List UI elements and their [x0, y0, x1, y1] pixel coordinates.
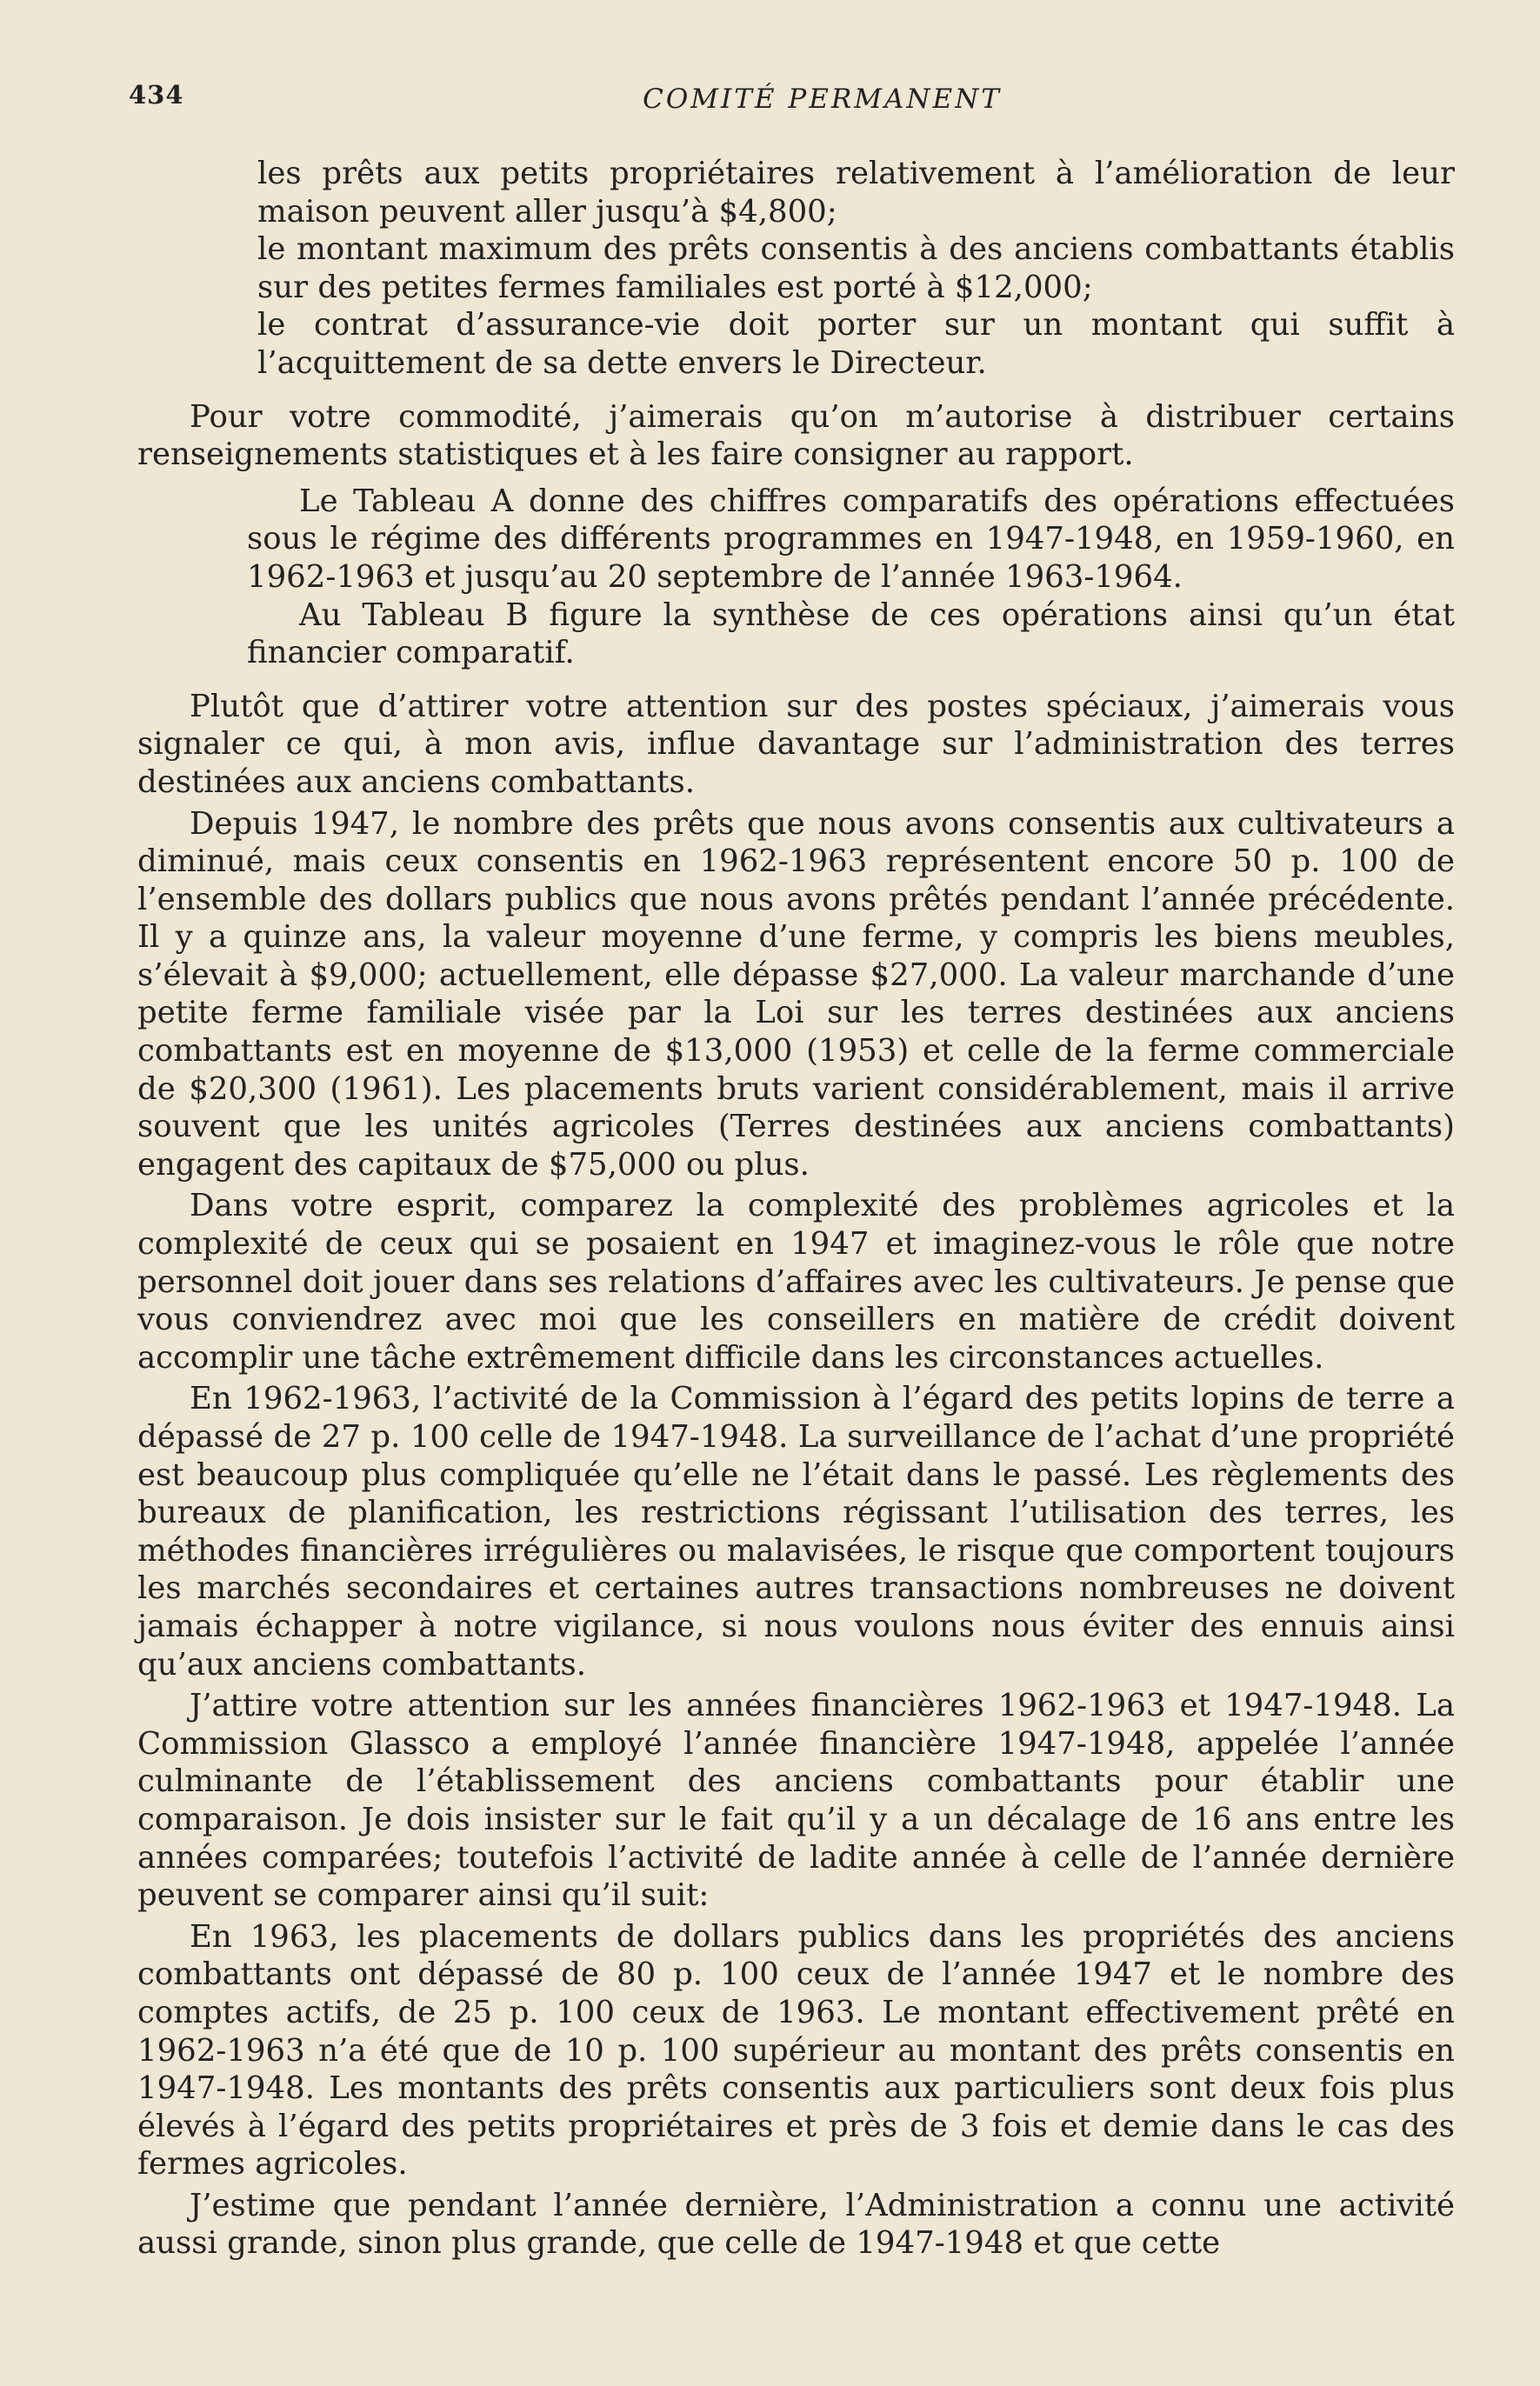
body-text: [137, 155, 1455, 2263]
list-item: le contrat d’assurance-vie doit porter sur un montant qui suffit à l’acquittement de sa dette envers le Directeur.: [257, 307, 1455, 381]
paragraph: Dans votre esprit, comparez la complexité des problèmes agricoles et la complexité de ceux qui se posaient en 1947 et imaginez-vous le rôle que notre personnel doit jouer dans ses relations d’affaires avec les cultivateurs. Je pense que vous conviendrez avec moi que les conseillers en matière de crédit doivent accomplir une tâche extrêmement difficile dans les circonstances actuelles.: [137, 1188, 1455, 1376]
paragraph: Au Tableau B figure la synthèse de ces opérations ainsi qu’un état financier comparatif.: [247, 596, 1455, 671]
list-item: les prêts aux petits propriétaires relativement à l’amélioration de leur maison peuvent aller jusqu’à $4,800;: [257, 156, 1455, 230]
paragraph: J’attire votre attention sur les années financières 1962-1963 et 1947-1948. La Commission Glassco a employé l’année financière 1947-1948, appelée l’année culminante de l’établissement des anciens combattants pour établir une comparaison. Je dois insister sur le fait qu’il y a un décalage de 16 ans entre les années comparées; toutefois l’activité de ladite année à celle de l’année dernière peuvent se comparer ainsi qu’il suit:: [137, 1688, 1455, 1914]
paragraph: Le Tableau A donne des chiffres comparatifs des opérations effectuées sous le régime des différents programmes en 1947-1948, en 1959-1960, en 1962-1963 et jusqu’au 20 septembre de l’année 1963-1964.: [247, 483, 1455, 595]
conditions-list: [137, 155, 1455, 383]
page-number: 434: [129, 80, 184, 110]
paragraph: En 1963, les placements de dollars publics dans les propriétés des anciens combattants ont dépassé de 80 p. 100 ceux de l’année 1947 et le nombre des comptes actifs, de 25 p. 100 ceux de 1963. Le montant effectivement prêté en 1962-1963 n’a été que de 10 p. 100 supérieur au montant des prêts consentis en 1947-1948. Les montants des prêts consentis aux particuliers sont deux fois plus élevés à l’égard des petits propriétaires et près de 3 fois et demie dans le cas des fermes agricoles.: [137, 1918, 1455, 2183]
list-item: le montant maximum des prêts consentis à des anciens combattants établis sur des petites fermes familiales est porté à $12,000;: [257, 231, 1455, 305]
paragraph: Plutôt que d’attirer votre attention sur des postes spéciaux, j’aimerais vous signaler ce qui, à mon avis, influe davantage sur l’administration des terres destinées aux anciens combattants.: [137, 688, 1455, 800]
paragraph: Pour votre commodité, j’aimerais qu’on m’autorise à distribuer certains renseignements statistiques et à les faire consigner au rapport.: [137, 398, 1455, 473]
paragraph: J’estime que pendant l’année dernière, l’Administration a connu une activité aussi grande, sinon plus grande, que celle de 1947-1948 et que cette: [137, 2187, 1455, 2262]
paragraph: Depuis 1947, le nombre des prêts que nous avons consentis aux cultivateurs a diminué, mais ceux consentis en 1962-1963 représentent encore 50 p. 100 de l’ensemble des dollars publics que nous avons prêtés pendant l’année précédente. Il y a quinze ans, la valeur moyenne d’une ferme, y compris les biens meubles, s’élevait à $9,000; actuellement, elle dépasse $27,000. La valeur marchande d’une petite ferme familiale visée par la Loi sur les terres destinées aux anciens combattants est en moyenne de $13,000 (1953) et celle de la ferme commerciale de $20,300 (1961). Les placements bruts varient considérablement, mais il arrive souvent que les unités agricoles (Terres destinées aux anciens combattants) engagent des capitaux de $75,000 ou plus.: [137, 805, 1455, 1183]
paragraph: En 1962-1963, l’activité de la Commission à l’égard des petits lopins de terre a dépassé de 27 p. 100 celle de 1947-1948. La surveillance de l’achat d’une propriété est beaucoup plus compliquée qu’elle ne l’était dans le passé. Les règlements des bureaux de planification, les restrictions régissant l’utilisation des terres, les méthodes financières irrégulières ou malavisées, le risque que comportent toujours les marchés secondaires et certaines autres transactions nombreuses ne doivent jamais échapper à notre vigilance, si nous voulons nous éviter des ennuis ainsi qu’aux anciens combattants.: [137, 1381, 1455, 1683]
tables-note: [137, 483, 1455, 672]
page-header: [0, 80, 1540, 123]
running-head: COMITÉ PERMANENT: [643, 83, 1002, 115]
